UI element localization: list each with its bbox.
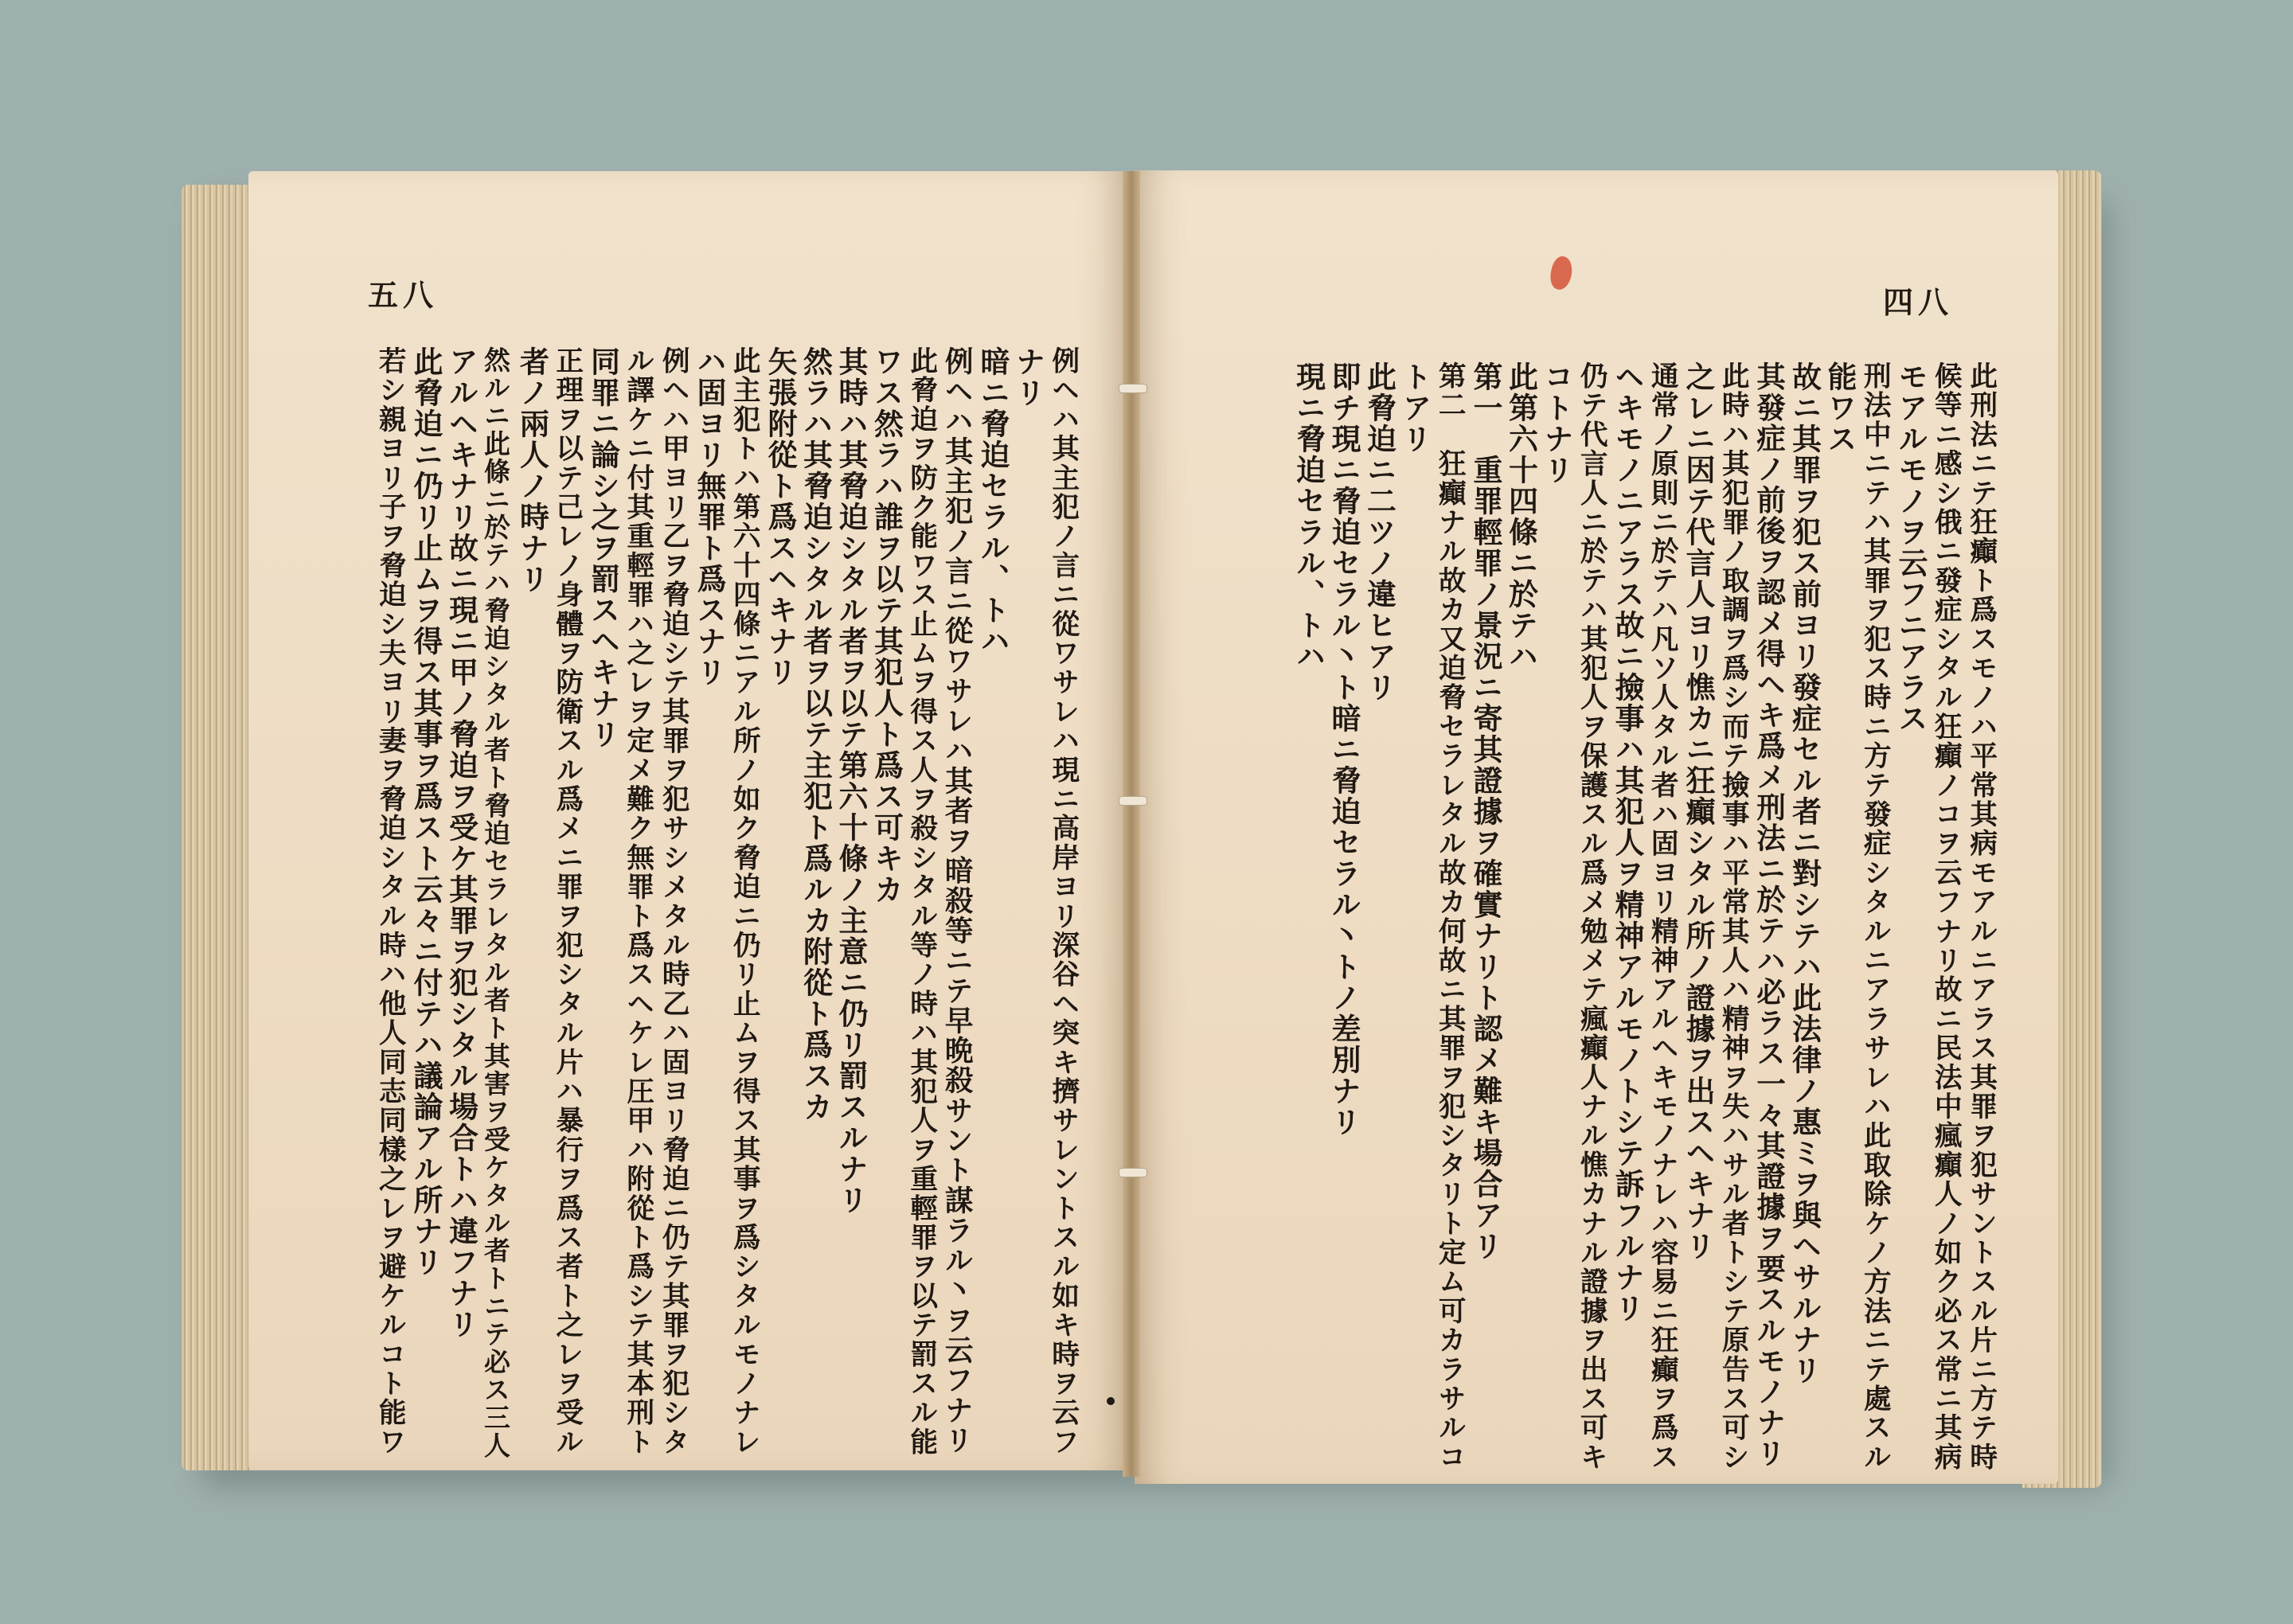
text-column: ハ固ヨリ無罪ト爲スナリ	[692, 346, 727, 688]
text-column: ル譯ケニ付其重輕罪ハ之レヲ定メ難ク無罪ト爲スヘケレ圧甲ハ附從ト爲シテ其本刑ト	[621, 346, 654, 1457]
text-column: 其時ハ其脅迫シタル者ヲ以テ第六十條ノ主意ニ仍リ罰スルナリ	[834, 346, 869, 1216]
text-column: 例ヘハ其主犯ノ言ニ從ワサレハ其者ヲ暗殺等ニテ早晩殺サント謀ラル丶ヲ云フナリ	[940, 346, 974, 1455]
text-column: 通常ノ原則ニ於テハ凡ソ人タル者ハ固ヨリ精神アルヘキモノナレハ容易ニ狂癲ヲ爲ス	[1646, 361, 1679, 1472]
binding-thread-middle	[1119, 796, 1147, 806]
text-column: 刑法中ニテハ其罪ヲ犯ス時ニ方テ發症シタルニアラサレハ此取除ケノ方法ニテ處スル	[1858, 361, 1892, 1472]
text-column: 矢張附從ト爲スヘキナリ	[763, 346, 798, 688]
text-column: 同罪ニ論シ之ヲ罰スヘキナリ	[585, 346, 621, 750]
text-column: 此刑法ニテ狂癲ト爲スモノハ平常其病モアルニアラス其罪ヲ犯サントスル片ニ方テ時	[1964, 361, 1998, 1472]
text-column: 故ニ其罪ヲ犯ス前ヨリ發症セル者ニ對シテハ此法律ノ惠ミヲ與ヘサルナリ	[1787, 361, 1822, 1386]
text-column: 此脅迫ニ仍リ止ムヲ得ス其事ヲ爲スト云々ニ付テハ議論アル所ナリ	[408, 346, 443, 1278]
text-column: コトナリ	[1539, 361, 1574, 486]
right-page-number: 四八	[1883, 284, 1954, 320]
text-column: 能ワス	[1822, 361, 1857, 455]
text-column: 候等ニ感シ俄ニ發症シタル狂癲ノコヲ云フナリ故ニ民法中瘋癲人ノ如ク必ス常ニ其病	[1929, 361, 1963, 1472]
text-column: 例ヘハ甲ヨリ乙ヲ脅迫シテ其罪ヲ犯サシメタル時乙ハ固ヨリ脅迫ニ仍テ其罪ヲ犯シタ	[657, 346, 690, 1457]
text-column: 例ヘハ其主犯ノ言ニ從ワサレハ現ニ高岸ヨリ深谷ヘ突キ擠サレントスル如キ時ヲ云フ	[1046, 346, 1080, 1457]
text-column: ヘキモノニアラス故ニ撿事ハ其犯人ヲ精神アルモノトシテ訴フルナリ	[1610, 361, 1645, 1324]
text-column: ワス然ラハ誰ヲ以テ其犯人ト爲ス可キカ	[869, 346, 904, 905]
text-column: アルヘキナリ故ニ現ニ甲ノ脅迫ヲ受ケ其罪ヲ犯シタル場合トハ違フナリ	[443, 346, 479, 1340]
text-column: 仍テ代言人ニ於テハ其犯人ヲ保護スル爲メ勉メテ瘋癲人ナル憔カナル證據ヲ出ス可キ	[1575, 361, 1608, 1472]
text-column: トアリ	[1397, 361, 1432, 455]
right-page	[1135, 170, 2058, 1484]
left-page-number: 五八	[368, 277, 439, 313]
binding-thread-bottom	[1119, 1168, 1147, 1177]
text-column: 此時ハ其犯罪ノ取調ヲ爲シ而テ撿事ハ平常其人ハ精神ヲ失ハサル者トシテ原告ス可シ	[1717, 361, 1750, 1472]
left-page	[248, 171, 1128, 1470]
text-column: 若シ親ヨリ子ヲ脅迫シ夫ヨリ妻ヲ脅迫シタル時ハ他人同志同樣之レヲ避ケルコト能ワ	[373, 346, 407, 1457]
text-column: 即チ現ニ脅迫セラル丶ト暗ニ脅迫セラル丶トノ差別ナリ	[1326, 361, 1361, 1138]
text-column: 然ルニ此條ニ於テハ脅迫シタル者ト脅迫セラレタル者ト其害ヲ受ケタル者トニテ必ス三人	[479, 346, 511, 1460]
text-column: 第一 重罪輕罪ノ景況ニ寄其證據ヲ確實ナリト認メ難キ場合アリ	[1468, 361, 1503, 1262]
text-column: ナリ	[1010, 346, 1046, 408]
text-column: 其發症ノ前後ヲ認メ得ヘキ爲メ刑法ニ於テハ必ラス一々其證據ヲ要スルモノナリ	[1752, 361, 1787, 1469]
binding-thread-top	[1119, 384, 1147, 393]
text-column: 暗ニ脅迫セラル、トハ	[975, 346, 1010, 657]
ink-dot	[1107, 1397, 1115, 1405]
text-column: 此脅迫ニ二ツノ違ヒアリ	[1361, 361, 1397, 703]
text-column: 者ノ兩人ノ時ナリ	[514, 346, 550, 595]
text-column: 現ニ脅迫セラル、トハ	[1291, 361, 1326, 672]
text-column: 正理ヲ以テ己レノ身體ヲ防衛スル爲メニ罪ヲ犯シタル片ハ暴行ヲ爲ス者ト之レヲ受ル	[550, 346, 584, 1457]
text-column: 之レニ因テ代言人ヨリ憔カニ狂癲シタル所ノ證據ヲ出スヘキナリ	[1681, 361, 1716, 1262]
book-gutter	[1123, 171, 1140, 1477]
text-column: 此主犯トハ第六十四條ニアル所ノ如ク脅迫ニ仍リ止ムヲ得ス其事ヲ爲シタルモノナレ	[728, 346, 761, 1457]
text-column: 然ラハ其脅迫シタル者ヲ以テ主犯ト爲ルカ附從ト爲スカ	[798, 346, 834, 1122]
text-column: モアルモノヲ云フニアラス	[1893, 361, 1928, 734]
text-column: 此脅迫ヲ防ク能ワス止ムヲ得ス人ヲ殺シタル等ノ時ハ其犯人ヲ重輕罪ヲ以テ罰スル能	[904, 346, 938, 1457]
text-column: 第二 狂癲ナル故カ又迫脅セラレタル故カ何故ニ其罪ヲ犯シタリト定ム可カラサルコ	[1433, 361, 1467, 1472]
text-column: 此第六十四條ニ於テハ	[1503, 361, 1539, 672]
